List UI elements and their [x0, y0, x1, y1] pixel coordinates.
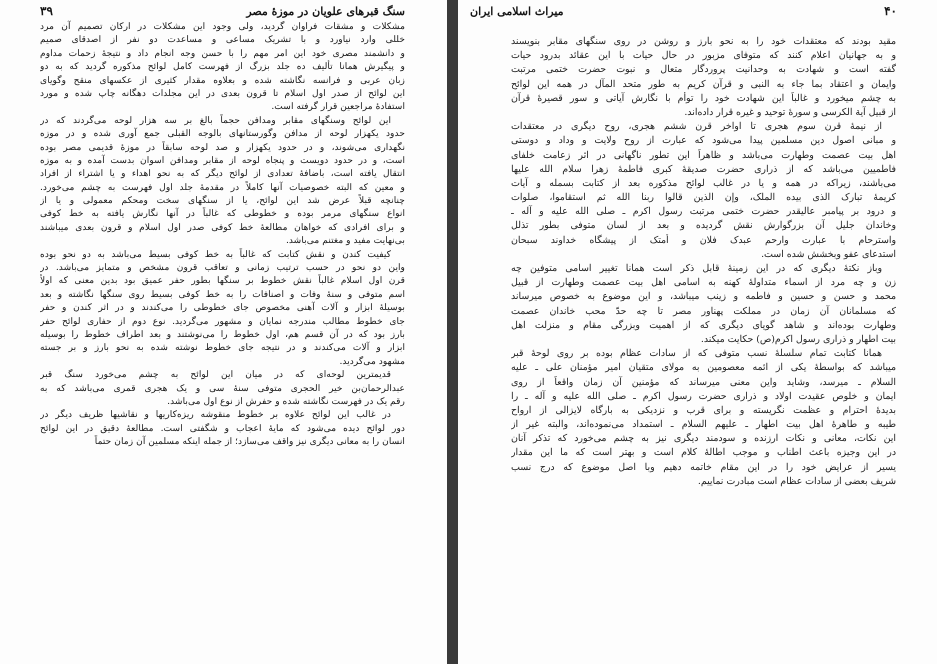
text-line: و به جهانیان اعلام کنند که متوفای مزبور در حال حیات با این عقائد بدرود حیات: [511, 50, 896, 62]
text-line: است، و در حدود دویست و پنجاه لوحه از مقابر ومدافن اسوان بدست آمده و به موزه: [40, 154, 405, 166]
text-line: میباشد که بواسطهٔ یکی از ائمه معصومین به مولای متقیان امیر مؤمنان علی ـ علیه: [511, 362, 896, 374]
text-line: اسم متوفی و سنهٔ وفات و اصنافات را به خط کوفی بسیط روی سنگها نگاشته و بعد: [40, 288, 405, 300]
text-line: استدعای عفو وبخشش شده است.: [761, 248, 896, 260]
paragraph: [40, 368, 405, 408]
text-line: و معین که البته خصوصیات آنها کاملاً در مقدمهٔ جلد اول فهرست به چشم می‌خورد.: [40, 181, 405, 193]
text-line: استفادهٔ مراجعین قرار گرفته است.: [271, 101, 405, 113]
text-line: وباز نکتهٔ دیگری که در این زمینهٔ قابل ذکر است همانا تغییر اسامی متوفین چه: [511, 263, 882, 274]
right-page: [458, 0, 937, 664]
right-page-header: [470, 4, 897, 18]
left-page-number: ۳۹: [40, 4, 53, 18]
text-line: محمد و حسن و حسین و فاطمه و زینب میباشد، و این موضوع به خصوص میرساند: [511, 291, 896, 303]
left-page-body: [40, 20, 405, 449]
paragraph: [511, 347, 896, 489]
paragraph: [511, 262, 896, 347]
left-running-title: سنگ قبرهای علویان در موزهٔ مصر: [246, 5, 405, 18]
text-line: خللی وارد نیاورد و با تشریک مساعی و مساعدت دو نفر از اصدقای صمیم: [40, 34, 405, 46]
text-line: فاطمیین می‌باشد که از ذراری حضرت صدیقهٔ کبری فاطمهٔ زهرا سلام الله علیها: [511, 163, 896, 175]
text-line: ایمان و خلوص عقیدت اولاد و ذراری حضرت رسول اکرم ـ صلی الله علیه و آله ـ را: [511, 390, 896, 402]
text-line: این لوائح از صدر اول اسلام تا قرون بعدی در این مجلدات دهگانه چاپ شده و مورد: [40, 87, 405, 99]
paragraph: [40, 248, 405, 369]
text-line: زن و چه مرد از اسماء متداولهٔ کهنه به اسامی اهل بیت عصمت وطهارت از قبیل: [511, 277, 896, 289]
text-line: از قبیل آیة الکرسی و سورهٔ توحید و غیره قرار داده‌اند.: [684, 106, 896, 118]
text-line: رقم یک در فهرست نگاشته شده و حفرش از نوع اول می‌باشد.: [167, 395, 405, 407]
text-line: وخاندان جلیل آن بزرگوارش نقش گردیده و بعد از لسان متوفی بطور تذلل: [511, 220, 896, 232]
text-line: ابزار و آلات می‌کندند و در نتیجه جای خطوط نوشته شده به نحو بارز و بر جسته: [40, 342, 405, 354]
text-line: انتقال یافته است، باضافهٔ تعدادی از لوائح دیگر که به نحو اهداء و یا اشتراء از افراد: [40, 168, 405, 180]
text-line: مشهود می‌گردید.: [339, 355, 405, 367]
text-line: اهل بیت عصمت وطهارت می‌باشد و ظاهراً این تطور ناگهانی در اثر زعامت خلفای: [511, 149, 896, 161]
text-line: زبان عربی و فرانسه نگاشته شده و بعلاوه مقدار کثیری از عکسهای منقح وگویای: [40, 74, 405, 86]
left-page-header: [40, 4, 405, 18]
text-line: و مبانی اصول دین مسلمین پیدا می‌شود که عبارت از روح ولایت و وداد و دوستی: [511, 135, 896, 147]
text-line: گفته است و شهادت به وحدانیت پروردگار متعال و نبوت حضرت ختمی مرتبت: [511, 64, 896, 76]
text-line: عبدالرحمان‌بن خیر الحجری متوفی سنهٔ سی و یک هجری قمری می‌باشد که به: [40, 382, 405, 394]
text-line: مشکلات و مشقات فراوان گردید، ولی وجود این مشکلات در ارکان تصمیم آن مرد: [40, 21, 405, 32]
text-line: و پیگیرش همانا تألیف ده جلد بزرگ از فهرست کامل لوائح مذکوره گردید که به دو: [40, 61, 405, 73]
right-running-title: میراث اسلامی ایران: [470, 5, 564, 18]
text-line: و برای افرادی که خواهان مطالعهٔ خط کوفی صدر اول اسلام و قرون بعدی میباشند: [40, 221, 405, 233]
text-line: قدیمترین لوحه‌ای که در میان این لوائح به چشم می‌خورد سنگ قبر: [40, 369, 391, 381]
text-line: و درود بر پیامبر عالیقدر حضرت ختمی مرتبت رسول اکرم ـ صلی الله علیه و آله ـ: [511, 206, 896, 218]
text-line: چنانچه قبلاً عرض شد این لوائح، یا از سنگهای سخت ومحکم معمولی و یا از: [40, 195, 405, 207]
text-line: قرن اول اسلام غالباً نقش خطوط بر سنگها بطور حفر عمیق بود بدین معنی که اولاً: [40, 275, 405, 287]
text-line: بیت اطهار و ذراری رسول اکرم(ص) حکایت میکند.: [700, 333, 896, 345]
text-line: به چشم میخورد و غالباً این شهادت خود را توأم با نگارش آیاتی و سور قصیرهٔ قرآن: [511, 92, 896, 104]
text-line: مقید بودند که معتقدات خود را به نحو بارز و روشن در روی سنگهای مقابر بنویسند: [511, 36, 896, 47]
text-line: این نکات، معانی و نکات ارزنده و سودمند دیگری نیز به چشم می‌خورد که تذکر آنان: [511, 433, 896, 445]
paragraph: [40, 114, 405, 248]
text-line: السلام ـ میرسد، وشاید واین معنی میرساند که مؤمنین آن زمان واقعاً از روی: [511, 376, 896, 388]
text-line: کریمهٔ تبارک الذی بیده الملک، وإن الذین قالوا ربنا الله ثم استقاموا، صلوات: [511, 192, 896, 204]
text-line: کیفیت کندن و نقش کتابت که غالباً به خط کوفی بسیط می‌باشد به دو نحو بوده: [40, 248, 391, 260]
text-line: وایمان و اعتقاد بما جاء به النبی و قرآن کریم به طور متحد المآل در همه این لوائح: [511, 78, 896, 90]
text-line: از نیمهٔ قرن سوم هجری تا اواخر قرن ششم هجری، روح دیگری در معتقدات: [511, 121, 882, 133]
text-line: واسترحام با عبارت وارحم عبدک فلان و أمتک از پیشگاه خداوند سبحان: [511, 234, 896, 246]
text-line: در این وجیزه باعث اطناب و موجب اطالهٔ کلام است و بهتر است که ما این مقدار: [511, 447, 896, 459]
text-line: حدود یکهزار لوحه از مدافن وگورستانهای بالوجه القبلی جمع آوری شده و در موزه: [40, 128, 405, 140]
text-line: یسیر از عرایض خود را در این مقام خاتمه دهیم وبا اصل موضوع که درج نسب: [511, 461, 896, 473]
paragraph: [40, 408, 405, 448]
text-line: نگهداری می‌شوند، و در حدود یکهزار و صد لوحه سابقاً در موزهٔ قدیمی مصر بوده: [40, 141, 405, 153]
text-line: بی‌نهایت مفید و مغتنم می‌باشد.: [285, 235, 405, 247]
text-line: بدیدهٔ احترام و عظمت نگریسته و برای قرب و نزدیکی به بارگاه لایزالی از ارواح: [511, 404, 896, 416]
text-line: وطهارت بوده‌اند و شاهد گویای دیگری که از اهمیت وبزرگی مقام و منزلت اهل: [511, 319, 896, 331]
paragraph: [511, 35, 896, 120]
text-line: و دانشمند مصری خود این امر مهم را با حسن وجه انجام داد و نتیجهٔ زحمات مداوم: [40, 47, 405, 59]
right-page-body: [511, 35, 896, 489]
text-line: همانا کتابت تمام سلسلهٔ نسب متوفی که از سادات عظام بوده بر روی لوحهٔ قبر: [511, 348, 882, 360]
text-line: بارز بود که در آن قسم هم، اول خطوط را می‌نوشتند و بعد اطراف خطوط را بوسیله: [40, 328, 405, 340]
text-line: که مسلمانان آن زمان در مملکت پهناور مصر تا چه حدّ محب خاندان عصمت: [511, 305, 896, 317]
text-line: می‌باشند، زیراکه در همه و یا در غالب لوائح مذکوره بعد از کتابت بسمله و آیات: [511, 177, 896, 189]
text-line: در غالب این لوائح علاوه بر خطوط منقوشه ریزه‌کاریها و نقاشیها ظریف دیگر در: [40, 409, 391, 421]
text-line: طیبه و طاهرهٔ اهل بیت اطهار ـ علیهم السلام ـ استمداد می‌نموده‌اند، والبته غیر از: [511, 419, 896, 431]
paragraph: [40, 20, 405, 114]
text-line: این لوائح وسنگهای مقابر ومدافن حجماً بالغ بر سه هزار لوحه می‌گردند که در: [40, 114, 391, 126]
right-page-number: ۴۰: [884, 4, 897, 18]
left-page: [0, 0, 447, 664]
text-line: دور لوائح دیده می‌شود که مایهٔ اعجاب و شگفتی است. مطالعهٔ دقیق در این لوائح: [40, 422, 405, 434]
text-line: واین دو نحو در حسب ترتیب زمانی و تعاقب قرون مشخص و متمایز می‌باشد. در: [40, 262, 405, 274]
text-line: انسان را به معانی دیگری نیز واقف می‌سازد؛ از جمله اینکه مسلمین آن زمان حتماً: [94, 436, 405, 448]
text-line: انواع سنگهای مرمر بوده و خطوطی که غالباً در آنها نگارش یافته به خط کوفی: [40, 208, 405, 220]
paragraph: [511, 120, 896, 262]
text-line: شریف بعضی از سادات عظام است مبادرت نماییم.: [697, 475, 896, 487]
book-gutter: [447, 0, 458, 664]
text-line: بوسیلهٔ ابزار و آلات آهنی مخصوص جای خطوطی را می‌کندند و در اثر کندن و حفر: [40, 302, 405, 314]
text-line: جای خطوط مطالب مندرجه نمایان و مشهور می‌گردید. نوع دوم از حفاری لوائح حفر: [40, 315, 405, 327]
